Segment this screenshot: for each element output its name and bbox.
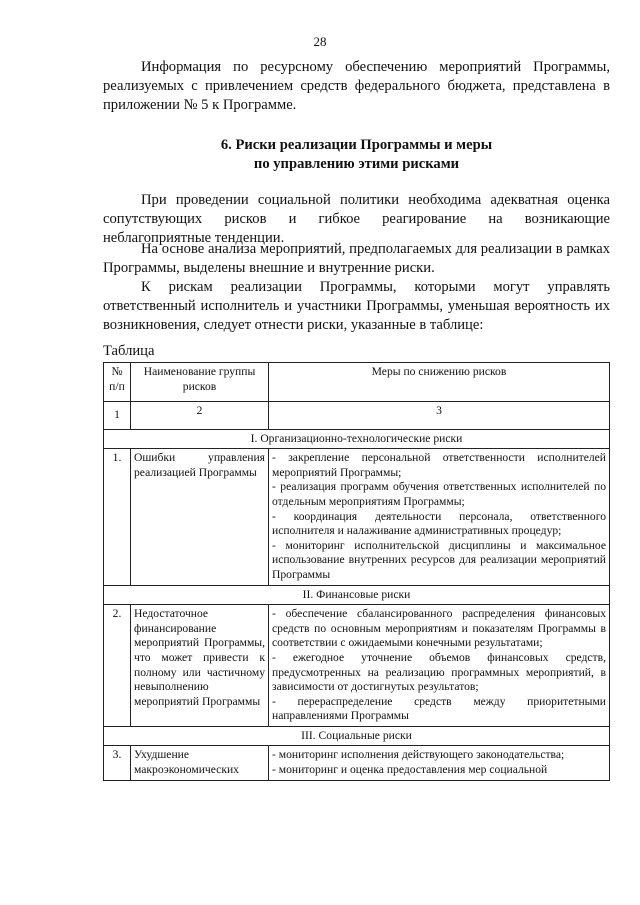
column-number-row <box>104 402 610 430</box>
measure-item: - ежегодное уточнение объемов финансовых средств, предусмотренных на реализацию программных мероприятий, в зависимости от достигнутых результатов; <box>272 650 606 694</box>
risk-name: Ухудшение макроэкономических <box>131 746 269 780</box>
section-row <box>104 429 610 449</box>
header-risk-group: Наименование группы рисков <box>131 363 269 402</box>
section-title: III. Социальные риски <box>104 726 610 746</box>
section-heading-line-1: 6. Риски реализации Программы и меры <box>220 137 493 153</box>
table-caption: Таблица <box>103 343 155 359</box>
risk-measures <box>269 449 610 585</box>
measure-item: - реализация программ обучения ответственных исполнителей по отдельным мероприятиям Программы; <box>272 480 606 508</box>
table-row <box>104 605 610 727</box>
column-number: 1 <box>104 402 131 430</box>
risk-measures <box>269 746 610 780</box>
column-number: 2 <box>131 402 269 430</box>
measure-item: - мониторинг и оценка предоставления мер социальной <box>272 763 548 777</box>
risk-measures <box>269 605 610 727</box>
measure-item: - перераспределение средств между приоритетными направлениями Программы <box>272 694 606 723</box>
section-heading <box>103 136 610 174</box>
table-row <box>104 449 610 585</box>
body-paragraph-3: К рискам реализации Программы, которыми могут управлять ответственный исполнитель и участники Программы, уменьшая вероятность их возникновения, следует отнести риски, указанные в таблице: <box>103 279 610 333</box>
row-number: 3. <box>104 746 131 780</box>
row-number: 2. <box>104 605 131 727</box>
table-row <box>104 746 610 780</box>
body-paragraph-1: При проведении социальной политики необходима адекватная оценка сопутствующих рисков и гибкое реагирование на возникающие неблагоприятные тенденции. <box>103 192 610 246</box>
section-row <box>104 585 610 605</box>
page-number: 28 <box>313 34 327 49</box>
measure-item: - координация деятельности персонала, ответственного исполнителя и налаживание административных процедур; <box>272 509 606 538</box>
measure-item: - закрепление персональной ответственности исполнителей мероприятий Программы; <box>272 451 606 479</box>
row-number: 1. <box>104 449 131 585</box>
measure-item: - мониторинг исполнительской дисциплины и максимальное использование внутренних ресурсов для реализации мероприятий Программы <box>272 538 606 581</box>
measure-item: - мониторинг исполнения действующего законодательства; <box>272 748 565 762</box>
intro-paragraph: Информация по ресурсному обеспечению мероприятий Программы, реализуемых с привлечением средств федерального бюджета, представлена в приложении № 5 к Программе. <box>103 59 610 113</box>
header-number: № п/п <box>104 363 131 402</box>
column-number: 3 <box>269 402 610 430</box>
risk-name: Недостаточное финансирование мероприятий Программы, что может привести к полному или частичному невыполнению мероприятий Программы <box>131 605 269 727</box>
section-row <box>104 726 610 746</box>
risks-table <box>103 362 610 781</box>
risk-name: Ошибки управления реализацией Программы <box>131 449 269 585</box>
body-paragraph-2: На основе анализа мероприятий, предполагаемых для реализации в рамках Программы, выделены внешние и внутренние риски. <box>103 241 610 276</box>
section-heading-line-2: по управлению этими рисками <box>253 156 460 172</box>
section-title: II. Финансовые риски <box>104 585 610 605</box>
measure-item: - обеспечение сбалансированного распределения финансовых средств по основным мероприятиям и показателям Программы в соответствии с ожидаемыми конечными результатами; <box>272 607 606 650</box>
header-measures: Меры по снижению рисков <box>269 363 610 402</box>
section-title: I. Организационно-технологические риски <box>104 429 610 449</box>
table-header-row <box>104 363 610 402</box>
